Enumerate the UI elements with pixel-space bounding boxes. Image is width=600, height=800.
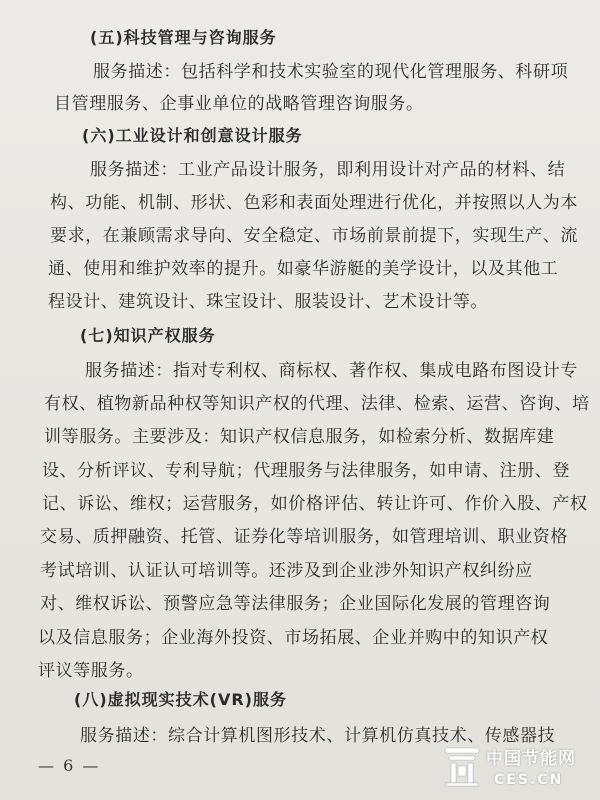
- watermark-logo-icon: [442, 742, 482, 788]
- paragraph-line: 以及信息服务；企业海外投资、市场拓展、企业并购中的知识产权: [38, 628, 549, 648]
- paragraph-line: 记、诉讼、维权；运营服务，如价格评估、转让许可、作价入股、产权: [42, 494, 588, 514]
- paragraph-line: 评议等服务。: [38, 661, 144, 681]
- site-watermark: [442, 738, 600, 800]
- section-heading-6: (六)工业设计和创意设计服务: [82, 126, 303, 145]
- paragraph-line: 有权、植物新品种权等知识产权的代理、法律、检索、运营、咨询、培: [44, 394, 590, 414]
- page-number: — 6 —: [38, 756, 101, 775]
- paragraph-line: 服务描述：指对专利权、商标权、著作权、集成电路布图设计专: [85, 361, 578, 381]
- paragraph-line: 交易、质押融资、托管、证券化等培训服务，如管理培训、职业资格: [40, 527, 568, 547]
- paragraph-line: 服务描述：包括科学和技术实验室的现代化管理服务、科研项: [93, 62, 569, 82]
- paragraph-line: 目管理服务、企事业单位的战略管理咨询服务。: [54, 94, 424, 114]
- paragraph-line: 服务描述：工业产品设计服务，即利用设计对产品的材料、结: [90, 160, 566, 180]
- watermark-site-name: 中国节能网: [486, 749, 576, 769]
- paragraph-line: 对、维权诉讼、预警应急等法律服务；企业国际化发展的管理咨询: [40, 594, 551, 614]
- paragraph-line: 通、使用和维护效率的提升。如豪华游艇的美学设计，以及其他工: [48, 259, 559, 279]
- paragraph-line: 服务描述：综合计算机图形技术、计算机仿真技术、传感器技: [80, 726, 556, 746]
- paragraph-line: 训等服务。主要涉及：知识产权信息服务，如检索分析、数据库建: [44, 427, 555, 447]
- paragraph-line: 设、分析评议、专利导航；代理服务与法律服务，如申请、注册、登: [42, 461, 570, 481]
- section-heading-8: (八)虚拟现实技术(VR)服务: [74, 690, 287, 709]
- paragraph-line: 构、功能、机制、形状、色彩和表面处理进行优化，并按照以人为本: [50, 193, 578, 213]
- section-heading-5: (五)科技管理与咨询服务: [90, 28, 277, 47]
- watermark-domain: CES.CN: [494, 772, 564, 788]
- paragraph-line: 考试培训、认证认可培训等。还涉及到企业涉外知识产权纠纷应: [40, 561, 533, 581]
- section-heading-7: (七)知识产权服务: [80, 326, 216, 345]
- paragraph-line: 程设计、建筑设计、珠宝设计、服装设计、艺术设计等。: [48, 292, 488, 312]
- paragraph-line: 要求，在兼顾需求导向、安全稳定、市场前景前提下，实现生产、流: [50, 226, 578, 246]
